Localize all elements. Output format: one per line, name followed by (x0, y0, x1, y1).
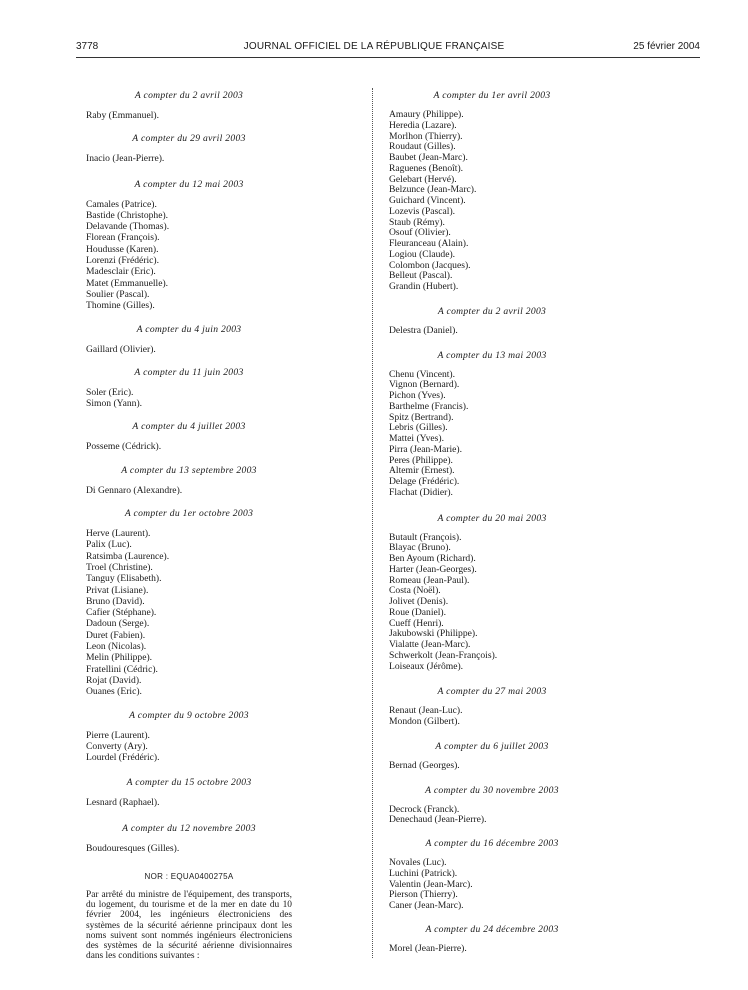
person-name: Lesnard (Raphael). (86, 797, 160, 809)
person-name: Colombon (Jacques). (389, 259, 471, 271)
person-name: Cafier (Stéphane). (86, 607, 157, 619)
person-name: Pierre (Laurent). (86, 729, 150, 741)
person-name: Lourdel (Frédéric). (86, 752, 160, 764)
column-divider (372, 88, 373, 958)
name-list (86, 387, 292, 410)
person-name: Posseme (Cédrick). (86, 441, 162, 453)
person-name: Osouf (Olivier). (389, 227, 451, 239)
appointment-section (389, 90, 595, 293)
person-name: Costa (Noël). (389, 585, 441, 597)
appointment-section (86, 823, 292, 854)
section-date-heading: A compter du 2 avril 2003 (437, 305, 547, 317)
person-name: Logiou (Claude). (389, 248, 456, 260)
name-list (86, 485, 292, 496)
person-name: Vialatte (Jean-Marc). (389, 639, 471, 650)
person-name: Lozevis (Pascal). (389, 205, 456, 217)
right-column (389, 90, 595, 955)
person-name: Privat (Lisiane). (86, 584, 149, 596)
section-date-heading: A compter du 6 juillet 2003 (435, 740, 549, 752)
section-date-heading: A compter du 20 mai 2003 (437, 512, 547, 524)
person-name: Flachat (Didier). (389, 486, 453, 498)
person-name: Melin (Philippe). (86, 652, 153, 664)
name-list (86, 797, 292, 808)
appointment-section (86, 777, 292, 808)
appointment-section (389, 350, 595, 499)
person-name: Luchini (Patrick). (389, 867, 458, 879)
person-name: Baubet (Jean-Marc). (389, 152, 468, 163)
appointment-section (389, 686, 595, 728)
appointment-section (86, 90, 292, 121)
person-name: Spitz (Bertrand). (389, 411, 454, 423)
person-name: Pichon (Yves). (389, 390, 446, 401)
appointment-section (389, 838, 595, 912)
name-list (86, 730, 292, 764)
person-name: Gaillard (Olivier). (86, 343, 156, 355)
name-list (389, 944, 595, 955)
person-name: Tanguy (Elisabeth). (86, 573, 162, 585)
person-name: Belzunce (Jean-Marc). (389, 184, 477, 196)
section-date-heading: A compter du 12 mai 2003 (134, 178, 244, 190)
person-name: Bruno (David). (86, 595, 145, 607)
person-name: Fratellini (Cédric). (86, 663, 158, 675)
person-name: Madesclair (Eric). (86, 266, 156, 278)
person-name: Leon (Nicolas). (86, 641, 147, 653)
person-name: Matet (Emmanuelle). (86, 277, 169, 289)
left-column (86, 90, 292, 961)
name-list (86, 344, 292, 355)
person-name: Palix (Luc). (86, 539, 132, 551)
section-date-heading: A compter du 9 octobre 2003 (129, 709, 249, 721)
person-name: Schwerkolt (Jean-François). (389, 649, 498, 661)
person-name: Boudouresques (Gilles). (86, 842, 180, 854)
person-name: Mondon (Gilbert). (389, 716, 460, 727)
person-name: Chenu (Vincent). (389, 368, 456, 380)
appointment-section (86, 133, 292, 164)
person-name: Bernad (Georges). (389, 759, 460, 771)
section-date-heading: A compter du 30 novembre 2003 (425, 784, 559, 796)
name-list (389, 533, 595, 673)
name-list (389, 858, 595, 912)
name-list (86, 843, 292, 854)
person-name: Grandin (Hubert). (389, 281, 459, 292)
person-name: Loiseaux (Jérôme). (389, 660, 464, 672)
person-name: Bastide (Christophe). (86, 209, 169, 221)
appointment-section (86, 324, 292, 355)
person-name: Novales (Luc). (389, 857, 447, 868)
person-name: Simon (Yann). (86, 398, 143, 410)
person-name: Converty (Ary). (86, 740, 148, 752)
appointment-section (389, 306, 595, 337)
person-name: Camales (Patrice). (86, 198, 157, 210)
person-name: Morlhon (Thierry). (389, 130, 463, 142)
section-date-heading: A compter du 4 juillet 2003 (132, 421, 246, 433)
section-date-heading: A compter du 15 octobre 2003 (126, 777, 252, 789)
section-date-heading: A compter du 13 mai 2003 (437, 349, 547, 361)
person-name: Denechaud (Jean-Pierre). (389, 814, 487, 826)
decree-paragraph: Par arrêté du ministre de l'équipement, des transports, du logement, du tourisme et de la mer en date du 10 février 2004, les ingénieurs électroniciens des systèmes de la sécurité aérienne principaux dont les noms suivent sont nommés ingénieurs électroniciens des systèmes de la sécurité aérienne divisionnaires dans les conditions suivantes : (86, 889, 292, 962)
person-name: Fleuranceau (Alain). (389, 238, 469, 249)
header-rule (76, 57, 700, 58)
person-name: Roudaut (Gilles). (389, 141, 456, 153)
person-name: Jolivet (Denis). (389, 596, 449, 607)
appointment-section (389, 513, 595, 673)
name-list (86, 199, 292, 312)
person-name: Dadoun (Serge). (86, 618, 150, 630)
appointment-section (86, 508, 292, 697)
section-date-heading: A compter du 2 avril 2003 (134, 90, 244, 101)
section-date-heading: A compter du 1er octobre 2003 (124, 508, 254, 520)
person-name: Soulier (Pascal). (86, 288, 150, 300)
appointment-section (389, 924, 595, 955)
person-name: Florean (François). (86, 232, 160, 244)
person-name: Altemir (Ernest). (389, 465, 455, 477)
name-list (86, 110, 292, 121)
section-date-heading: A compter du 16 décembre 2003 (425, 838, 559, 849)
appointment-section (86, 465, 292, 496)
person-name: Harter (Jean-Georges). (389, 563, 477, 575)
name-list (389, 761, 595, 772)
person-name: Cueff (Henri). (389, 617, 444, 629)
section-date-heading: A compter du 1er avril 2003 (433, 90, 551, 101)
person-name: Delage (Frédéric). (389, 476, 460, 487)
person-name: Decrock (Franck). (389, 803, 460, 815)
person-name: Amaury (Philippe). (389, 109, 464, 120)
person-name: Ratsimba (Laurence). (86, 550, 170, 562)
section-date-heading: A compter du 24 décembre 2003 (425, 923, 559, 935)
person-name: Pirra (Jean-Marie). (389, 443, 462, 455)
person-name: Raguenes (Benoît). (389, 162, 464, 174)
section-date-heading: A compter du 27 mai 2003 (437, 686, 547, 698)
person-name: Renaut (Jean-Luc). (389, 705, 463, 717)
name-list (86, 441, 292, 452)
section-date-heading: A compter du 12 novembre 2003 (122, 822, 256, 834)
person-name: Gelebart (Hervé). (389, 173, 457, 185)
appointment-section (86, 710, 292, 764)
appointment-section (86, 367, 292, 410)
person-name: Staub (Rémy). (389, 216, 445, 228)
person-name: Thomine (Gilles). (86, 300, 155, 312)
name-list (389, 805, 595, 827)
appointment-section (86, 179, 292, 312)
section-date-heading: A compter du 4 juin 2003 (136, 323, 242, 335)
person-name: Roue (Daniel). (389, 606, 447, 618)
name-list (86, 528, 292, 697)
person-name: Lorenzi (Frédéric). (86, 255, 159, 267)
person-name: Di Gennaro (Alexandre). (86, 484, 183, 496)
person-name: Morel (Jean-Pierre). (389, 942, 467, 954)
person-name: Delavande (Thomas). (86, 221, 170, 233)
person-name: Ouanes (Eric). (86, 686, 142, 698)
person-name: Blayac (Bruno). (389, 542, 451, 554)
person-name: Inacio (Jean-Pierre). (86, 153, 165, 165)
person-name: Valentin (Jean-Marc). (389, 878, 473, 890)
person-name: Ben Ayoum (Richard). (389, 553, 476, 564)
person-name: Belleut (Pascal). (389, 270, 453, 282)
person-name: Jakubowski (Philippe). (389, 628, 478, 640)
name-list (86, 153, 292, 164)
page-header (0, 0, 748, 62)
person-name: Troel (Christine). (86, 561, 153, 573)
person-name: Barthelme (Francis). (389, 400, 469, 412)
section-date-heading: A compter du 13 septembre 2003 (121, 464, 257, 476)
name-list (389, 110, 595, 293)
person-name: Caner (Jean-Marc). (389, 900, 464, 911)
person-name: Duret (Fabien). (86, 629, 146, 641)
person-name: Lebris (Gilles). (389, 422, 448, 434)
person-name: Soler (Eric). (86, 386, 134, 398)
person-name: Guichard (Vincent). (389, 195, 466, 206)
appointment-section (389, 741, 595, 772)
name-list (389, 370, 595, 499)
page-number: 3778 (76, 41, 99, 52)
section-date-heading: A compter du 11 juin 2003 (134, 366, 244, 378)
appointment-section (86, 421, 292, 452)
nor-reference: NOR : EQUA0400275A (144, 871, 234, 881)
name-list (389, 326, 595, 337)
person-name: Rojat (David). (86, 674, 142, 686)
person-name: Butault (François). (389, 531, 462, 543)
appointment-section (389, 785, 595, 827)
section-date-heading: A compter du 29 avril 2003 (132, 133, 246, 145)
person-name: Delestra (Daniel). (389, 324, 458, 336)
person-name: Peres (Philippe). (389, 454, 453, 466)
person-name: Mattei (Yves). (389, 433, 444, 444)
publication-date: 25 février 2004 (633, 41, 700, 52)
person-name: Houdusse (Karen). (86, 243, 159, 255)
journal-title: JOURNAL OFFICIEL DE LA RÉPUBLIQUE FRANÇAISE (243, 41, 505, 52)
person-name: Pierson (Thierry). (389, 889, 458, 901)
person-name: Herve (Laurent). (86, 528, 151, 540)
name-list (389, 706, 595, 728)
person-name: Raby (Emmanuel). (86, 110, 159, 121)
person-name: Romeau (Jean-Paul). (389, 574, 470, 586)
person-name: Vignon (Bernard). (389, 379, 460, 391)
person-name: Heredia (Lazare). (389, 119, 457, 131)
